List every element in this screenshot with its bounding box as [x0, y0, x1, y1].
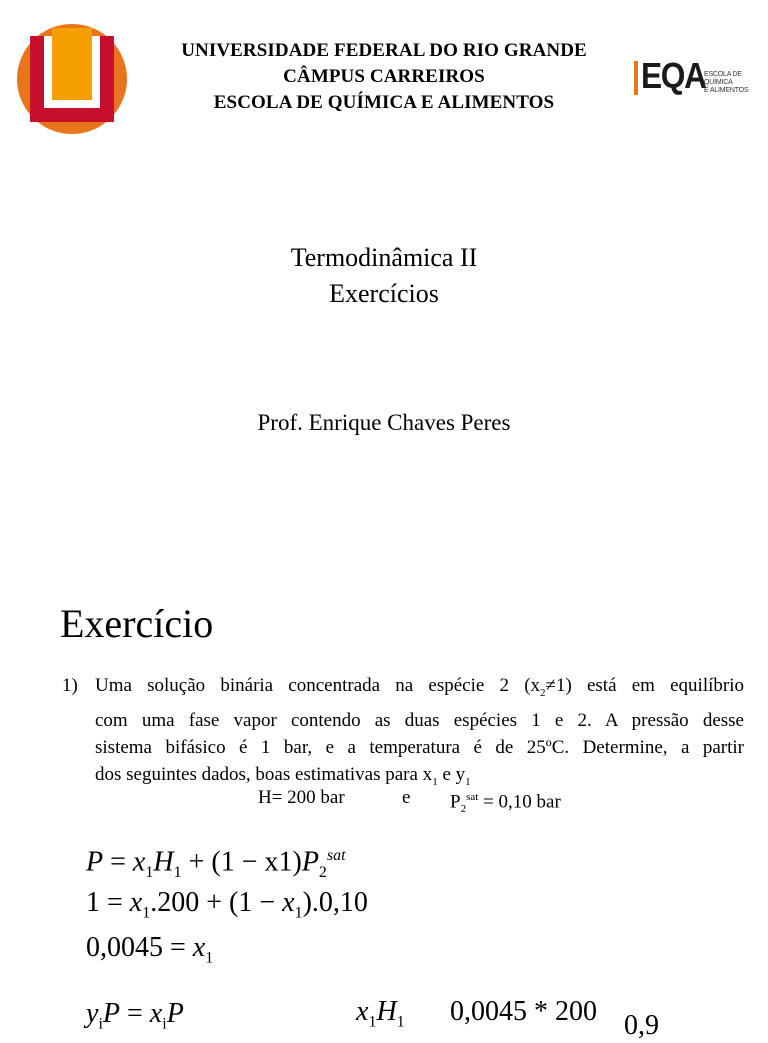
- title-line-course: Termodinâmica II: [290, 243, 478, 272]
- equation-4: $y_iP = x_iP$: [86, 998, 184, 1033]
- problem-line-2: com uma fase vapor contendo as duas espécies 1 e 2. A pressão desse: [95, 709, 744, 731]
- eqa-logo-bar: [634, 61, 638, 95]
- given-and: e: [402, 787, 411, 808]
- given-henry-constant: H= 200 bar: [258, 787, 345, 808]
- result-value: 0,9: [624, 1010, 659, 1041]
- equation-3: $0,0045 = x_1$: [86, 932, 214, 967]
- institution-header: [140, 38, 628, 116]
- title-line-exercises: Exercícios: [329, 279, 439, 308]
- university-logo-icon: [16, 22, 128, 136]
- equation-1: $P = x_1H_1 + (1 - x1)P_2^{sat}$: [86, 846, 346, 881]
- equation-2: $1 = x_1.200 + (1 - x_1).0,10$: [86, 887, 368, 922]
- header-line-campus: CÂMPUS CARREIROS: [283, 66, 485, 87]
- eqa-logo-subtitle: ESCOLA DE QUÍMICA E ALIMENTOS: [704, 71, 749, 94]
- fraction-numerator-2: 0,0045 * 200: [450, 996, 597, 1027]
- problem-line-3: sistema bifásico é 1 bar, e a temperatura é de 25ºC. Determine, a partir: [95, 736, 744, 758]
- eqa-logo: [634, 55, 768, 102]
- header-line-university: UNIVERSIDADE FEDERAL DO RIO GRANDE: [181, 40, 587, 61]
- author-name: Prof. Enrique Chaves Peres: [257, 410, 511, 435]
- problem-line-4: dos seguintes dados, boas estimativas para $x_1$ e $y_1$: [95, 763, 471, 788]
- eqa-logo-text: EQA: [641, 55, 706, 96]
- presentation-title: [0, 240, 768, 312]
- exercise-heading: Exercício: [60, 601, 214, 646]
- header-line-school: ESCOLA DE QUÍMICA E ALIMENTOS: [213, 92, 555, 113]
- problem-statement: [62, 672, 744, 796]
- given-saturation-pressure: $P_2^{sat} = 0,10$ bar: [450, 791, 561, 816]
- fraction-numerator-1: $x_1H_1$: [356, 996, 405, 1031]
- exercise-slide: [0, 576, 768, 1041]
- problem-line-1: Uma solução binária concentrada na espécie 2 $(x_2\ne 1)$ está em equilíbrio: [95, 675, 744, 699]
- problem-number: 1): [62, 675, 78, 696]
